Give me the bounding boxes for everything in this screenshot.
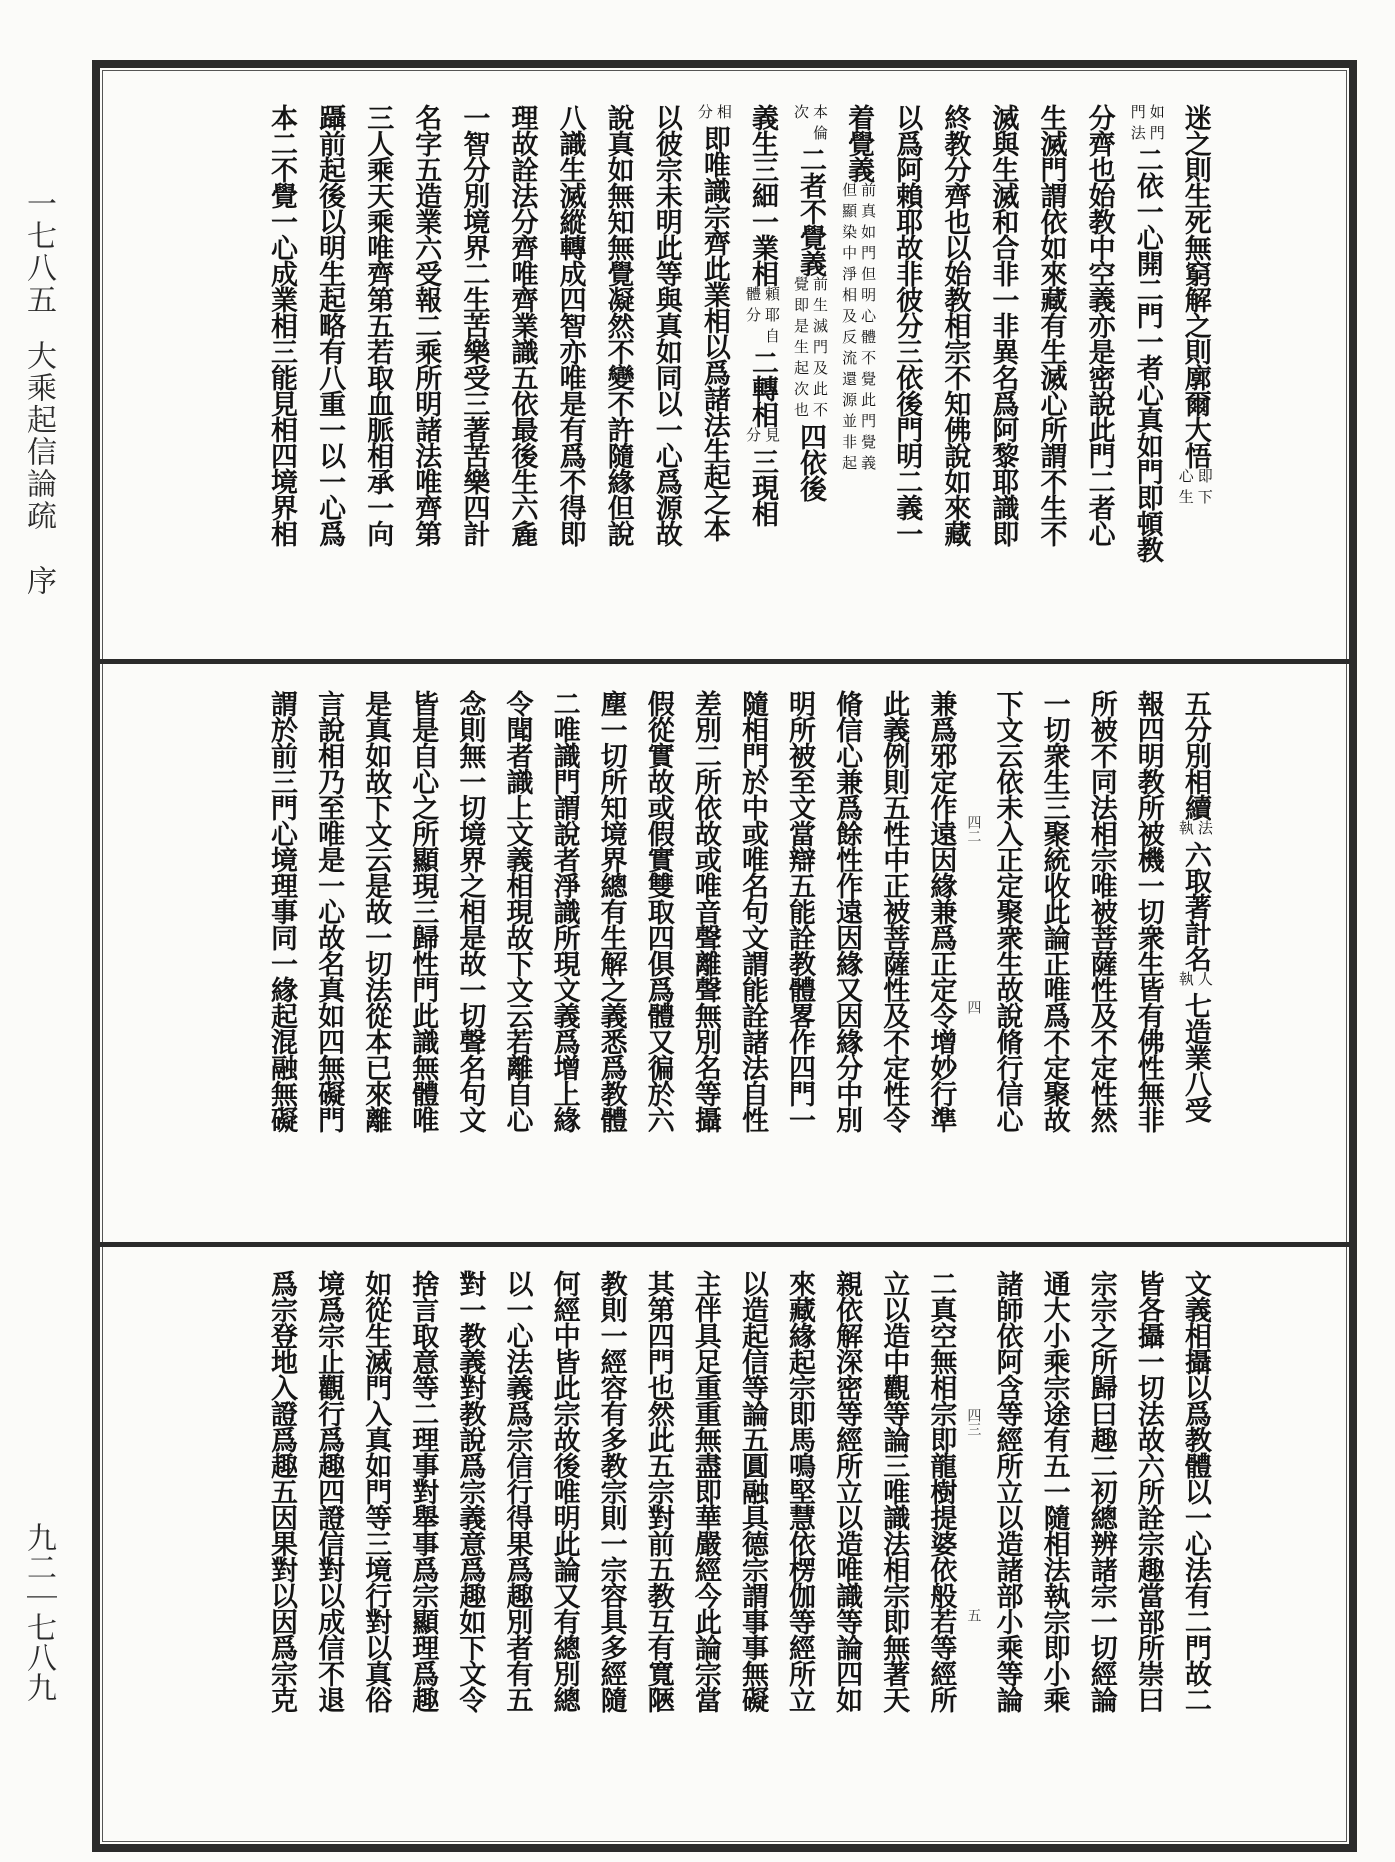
note-right-line: 相 [714, 104, 733, 125]
text-column [305, 690, 351, 1210]
text-column [498, 104, 544, 624]
margin-mark: 五 [965, 1608, 982, 1622]
main-text: 假從實故或假實雙取四俱爲體又徧於六 [642, 690, 674, 1132]
main-text: 其第四門也然此五宗對前五教互有寬陿 [642, 1270, 674, 1712]
main-text: 此義例則五性中正被菩薩性及不定性令 [878, 690, 910, 1132]
margin-mark-gutter [964, 1270, 982, 1790]
text-column [917, 690, 963, 1210]
main-text: 二依一心開二門一者心真如門即頓教 [1131, 146, 1163, 562]
margin-mark: 四三 [965, 1408, 982, 1436]
text-column [691, 104, 737, 624]
text-column [588, 1270, 634, 1790]
text-column [835, 104, 881, 624]
main-text: 立以造中觀等論三唯識法相宗即無著天 [878, 1270, 910, 1712]
note-left-line: 門法 [1128, 104, 1147, 146]
main-text: 五分別相續 [1179, 690, 1211, 820]
main-text: 令聞者識上文義相現故下文云若離自心 [501, 690, 533, 1132]
main-text: 名字五造業六受報二乘所明諸法唯齊第 [410, 104, 442, 546]
text-column [1031, 690, 1077, 1210]
interlinear-note [790, 276, 830, 423]
main-text: 迷之則生死無窮解之則廓爾大悟 [1179, 104, 1211, 468]
text-panel-middle [258, 690, 1218, 1210]
main-text: 兼爲邪定作遠因緣兼爲正定令增妙行準 [925, 690, 957, 1132]
main-text: 如從生滅門入真如門等三境行對以真俗 [360, 1270, 392, 1712]
main-text: 躡前起後以明生起略有八重一以一心爲 [314, 104, 346, 546]
text-column [979, 104, 1025, 624]
main-text: 隨相門於中或唯名句文謂能詮諸法自性 [736, 690, 768, 1132]
main-text: 言說相乃至唯是一心故名真如四無礙門 [313, 690, 345, 1132]
text-column [776, 690, 822, 1210]
main-text: 二轉相 [746, 349, 778, 427]
main-text: 境爲宗止觀行爲趣四證信對以成信不退 [313, 1270, 345, 1712]
main-text: 爲宗登地入證爲趣五因果對以因爲宗克 [266, 1270, 297, 1712]
text-column [1028, 104, 1074, 624]
interlinear-note [790, 104, 830, 146]
main-text: 念則無一切境界之相是故一切聲名句文 [454, 690, 486, 1132]
main-text: 即唯識宗齊此業相以爲諸法生起之本 [698, 125, 730, 541]
text-column [729, 1270, 775, 1790]
note-left-line: 體分 [743, 286, 762, 328]
note-right-line: 前生滅門及此不 [811, 276, 830, 423]
main-text: 文義相攝以爲教體以一心法有二門故二 [1179, 1270, 1211, 1712]
main-text: 以造起信等論五圓融具德宗謂事事無礙 [736, 1270, 768, 1712]
text-column [595, 104, 641, 624]
text-column [776, 1270, 822, 1790]
text-column [399, 690, 445, 1210]
text-column [917, 1270, 963, 1790]
note-right-line: 本倫 [811, 104, 830, 146]
main-text: 一切衆生三聚統收此論正唯爲不定聚故 [1038, 690, 1070, 1132]
main-text: 主伴具足重重無盡即華嚴經今此論宗當 [689, 1270, 721, 1712]
note-right-line: 如門 [1147, 104, 1166, 146]
text-column [547, 104, 593, 624]
text-column [682, 1270, 728, 1790]
text-column [643, 104, 689, 624]
text-column [1172, 1270, 1218, 1790]
interlinear-note [838, 182, 878, 476]
text-column [1125, 690, 1171, 1210]
note-left-line: 執 [1176, 971, 1195, 992]
text-column [446, 690, 492, 1210]
main-text: 教則一經容有多教宗則一宗容具多經隨 [595, 1270, 627, 1712]
main-text: 六取著計名 [1179, 841, 1211, 971]
text-column [1031, 1270, 1077, 1790]
volume-number: 一七八五 [21, 188, 56, 316]
main-text: 以一心法義爲宗信行得果爲趣別者有五 [501, 1270, 533, 1712]
main-text: 是真如故下文云是故一切法從本已來離 [360, 690, 392, 1132]
text-column [635, 690, 681, 1210]
text-column [1078, 690, 1124, 1210]
main-text: 通大小乘宗途有五一隨相法執宗即小乘 [1038, 1270, 1070, 1712]
main-text: 義生三細一業相 [746, 104, 778, 286]
note-left-line: 但顯染中淨相及反流還源並非起 [840, 182, 859, 476]
margin-mark-gutter [964, 690, 982, 1210]
main-text: 說真如無知無覺凝然不變不許隨緣但說 [602, 104, 634, 546]
text-column [352, 1270, 398, 1790]
main-text: 二真空無相宗即龍樹提婆依般若等經所 [925, 1270, 957, 1712]
text-column [823, 690, 869, 1210]
main-text: 來藏緣起宗即馬鳴堅慧依楞伽等經所立 [784, 1270, 816, 1712]
main-text: 下文云依未入正定聚衆生故說脩行信心 [991, 690, 1023, 1132]
text-column [446, 1270, 492, 1790]
text-column [1172, 690, 1218, 1210]
note-right-line: 頼耶自 [762, 286, 781, 349]
text-column [541, 690, 587, 1210]
note-left-line: 分 [743, 427, 762, 448]
text-panel-top [258, 104, 1218, 624]
main-text: 宗宗之所歸曰趣二初總辨諸宗一切經論 [1085, 1270, 1117, 1712]
text-column [883, 104, 929, 624]
text-column [931, 104, 977, 624]
text-column [635, 1270, 681, 1790]
text-column [1125, 1270, 1171, 1790]
text-column [258, 690, 304, 1210]
main-text: 三現相 [746, 448, 778, 526]
main-text: 塵一切所知境界總有生解之義悉爲教體 [595, 690, 627, 1132]
main-text: 生滅門謂依如來藏有生滅心所謂不生不 [1035, 104, 1067, 546]
text-column [354, 104, 400, 624]
note-left-line: 覺即是生起次也 [792, 276, 811, 423]
text-column [306, 104, 352, 624]
main-text: 三人乘天乘唯齊第五若取血脈相承一向 [362, 104, 394, 546]
main-text: 報四明教所被機一切衆生皆有佛性無非 [1132, 690, 1164, 1132]
main-text: 皆各攝一切法故六所詮宗趣當部所崇曰 [1132, 1270, 1164, 1712]
main-text: 脩信心兼爲餘性作遠因緣又因緣分中別 [831, 690, 863, 1132]
text-column [402, 104, 448, 624]
text-column [1076, 104, 1122, 624]
main-text: 以彼宗未明此等與真如同以一心爲源故 [650, 104, 682, 546]
text-column [352, 690, 398, 1210]
page-number: 九二｜七八九 [21, 1522, 56, 1702]
text-column [682, 690, 728, 1210]
text-column [787, 104, 833, 624]
main-text: 着覺義 [843, 104, 875, 182]
main-text: 二者不覺義 [795, 146, 827, 276]
main-text: 八識生滅縱轉成四智亦唯是有爲不得即 [554, 104, 586, 546]
text-column [984, 690, 1030, 1210]
text-column [399, 1270, 445, 1790]
note-right-line: 前真如門但明心體不覺此門覺義 [859, 182, 878, 476]
text-column [258, 1270, 304, 1790]
text-column [823, 1270, 869, 1790]
main-text: 差別二所依故或唯音聲離聲無別名等攝 [689, 690, 721, 1132]
main-text: 本二不覺一心成業相三能見相四境界相 [266, 104, 297, 546]
text-column [1078, 1270, 1124, 1790]
note-right-line: 人 [1195, 971, 1214, 992]
interlinear-note [694, 104, 734, 125]
text-column [984, 1270, 1030, 1790]
text-column [450, 104, 496, 624]
text-column [870, 690, 916, 1210]
main-text: 謂於前三門心境理事同一緣起混融無礙 [266, 690, 297, 1132]
note-left-line: 心生 [1176, 468, 1195, 510]
note-right-line: 法 [1195, 820, 1214, 841]
main-text: 明所被至文當辯五能詮教體畧作四門一 [784, 690, 816, 1132]
main-text: 何經中皆此宗故後唯明此論又有總別總 [548, 1270, 580, 1712]
main-text: 皆是自心之所顯現三歸性門此識無體唯 [407, 690, 439, 1132]
text-column [739, 104, 785, 624]
main-text: 二唯識門謂說者淨識所現文義爲增上緣 [548, 690, 580, 1132]
margin-mark: 四二 [965, 815, 982, 843]
text-column [258, 104, 304, 624]
main-text: 親依解深密等經所立以造唯識等論四如 [831, 1270, 863, 1712]
text-column [305, 1270, 351, 1790]
text-column [1124, 104, 1170, 624]
text-column [493, 690, 539, 1210]
main-text: 一智分別境界二生苦樂受三著苦樂四計 [458, 104, 490, 546]
main-text: 理故詮法分齊唯齊業識五依最後生六麁 [506, 104, 538, 546]
main-text: 捨言取意等二理事對舉事爲宗顯理爲趣 [407, 1270, 439, 1712]
text-panel-bottom [258, 1270, 1218, 1790]
text-column [493, 1270, 539, 1790]
panel-divider [92, 659, 1357, 664]
main-text: 滅與生滅和合非一非異名爲阿黎耶識即 [987, 104, 1019, 546]
text-column [541, 1270, 587, 1790]
main-text: 以爲阿賴耶故非彼分三依後門明二義一 [891, 104, 923, 546]
interlinear-note [742, 427, 782, 448]
main-text: 終教分齊也以始教相宗不知佛說如來藏 [939, 104, 971, 546]
book-title: 大乘起信論疏 [21, 340, 56, 532]
main-text: 分齊也始教中空義亦是密說此門二者心 [1083, 104, 1115, 546]
interlinear-note [1175, 820, 1215, 841]
text-column [729, 690, 775, 1210]
text-column [870, 1270, 916, 1790]
note-left-line: 分 [695, 104, 714, 125]
main-text: 諸師依阿含等經所立以造諸部小乘等論 [991, 1270, 1023, 1712]
panel-divider [92, 1242, 1357, 1247]
note-left-line: 次 [792, 104, 811, 125]
margin-mark: 四 [965, 1000, 982, 1014]
section-label: 序 [21, 565, 56, 597]
text-column [1172, 104, 1218, 624]
main-text: 七造業八受 [1179, 992, 1211, 1122]
text-column [588, 690, 634, 1210]
interlinear-note [1175, 468, 1215, 510]
interlinear-note [742, 286, 782, 349]
note-left-line: 執 [1176, 820, 1195, 841]
interlinear-note [1127, 104, 1167, 146]
interlinear-note [1175, 971, 1215, 992]
main-text: 對一教義對教說爲宗義意爲趣如下文令 [454, 1270, 486, 1712]
note-right-line: 即下 [1195, 468, 1214, 510]
main-text: 四依後 [795, 423, 827, 501]
note-right-line: 見 [762, 427, 781, 448]
main-text: 所被不同法相宗唯被菩薩性及不定性然 [1085, 690, 1117, 1132]
